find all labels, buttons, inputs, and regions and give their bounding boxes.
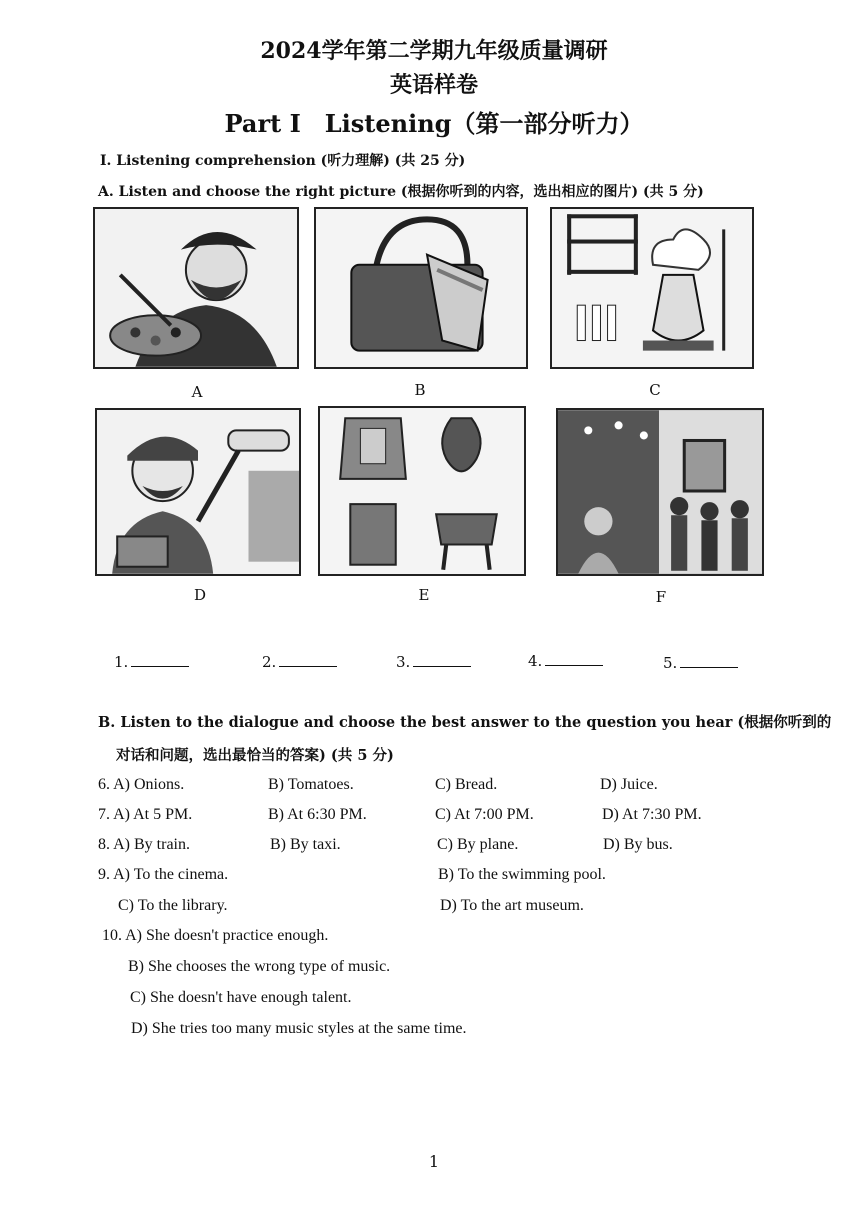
q10-option-a: 10. A) She doesn't practice enough. [102, 927, 329, 944]
ancient-artifacts-icon [320, 408, 524, 574]
section-i-heading: I. Listening comprehension (听力理解) (共 25 分) [100, 153, 466, 169]
handbag-scarf-icon [316, 209, 526, 367]
q8-option-d: D) By bus. [603, 836, 673, 853]
picture-a-label: A [191, 383, 203, 401]
picture-e [318, 406, 526, 576]
picture-a [93, 207, 299, 369]
q10-option-b: B) She chooses the wrong type of music. [128, 958, 391, 975]
wall-painter-icon [97, 410, 299, 574]
q10-option-c: C) She doesn't have enough talent. [130, 989, 352, 1006]
q10-option-d: D) She tries too many music styles at the same time. [131, 1020, 467, 1037]
picture-d-label: D [193, 586, 207, 604]
picture-f-label: F [655, 588, 667, 606]
picture-b [314, 207, 528, 369]
q6-option-b: B) Tomatoes. [268, 776, 354, 793]
q7-option-c: C) At 7:00 PM. [435, 806, 534, 823]
painter-icon [95, 209, 297, 367]
q6-option-c: C) Bread. [435, 776, 498, 793]
picture-b-label: B [414, 381, 426, 399]
answer-blank-3[interactable]: 3. [396, 652, 471, 671]
section-b-heading-line1: B. Listen to the dialogue and choose the best answer to the question you hear (根据你听到的 [98, 714, 832, 731]
concert-gallery-icon [558, 410, 762, 574]
q6-option-a: 6. A) Onions. [98, 776, 185, 793]
picture-c-label: C [649, 381, 661, 399]
chemistry-lab-icon [552, 209, 752, 367]
q6-option-d: D) Juice. [600, 776, 658, 793]
part-title: Part I Listening（第一部分听力） [224, 109, 644, 138]
section-a-heading: A. Listen and choose the right picture (根据你听到的内容，选出相应的图片) (共 5 分) [98, 184, 704, 200]
answer-blank-4[interactable]: 4. [528, 651, 603, 670]
answer-blank-2[interactable]: 2. [262, 652, 337, 671]
picture-f [556, 408, 764, 576]
q7-option-a: 7. A) At 5 PM. [98, 806, 193, 823]
answer-blank-5[interactable]: 5. [663, 653, 738, 672]
q7-option-b: B) At 6:30 PM. [268, 806, 367, 823]
q8-option-c: C) By plane. [437, 836, 519, 853]
q9-option-c: C) To the library. [118, 897, 228, 914]
exam-title: 2024学年第二学期九年级质量调研 [260, 38, 608, 64]
q9-option-a: 9. A) To the cinema. [98, 866, 229, 883]
picture-c [550, 207, 754, 369]
section-b-heading-line2: 对话和问题，选出最恰当的答案) (共 5 分) [116, 747, 394, 764]
q9-option-b: B) To the swimming pool. [438, 866, 606, 883]
picture-e-label: E [418, 586, 430, 604]
q9-option-d: D) To the art museum. [440, 897, 584, 914]
q7-option-d: D) At 7:30 PM. [602, 806, 702, 823]
page-number: 1 [428, 1152, 440, 1171]
answer-blank-1[interactable]: 1. [114, 652, 189, 671]
exam-subtitle: 英语样卷 [389, 72, 478, 98]
picture-d [95, 408, 301, 576]
q8-option-a: 8. A) By train. [98, 836, 190, 853]
q8-option-b: B) By taxi. [270, 836, 341, 853]
